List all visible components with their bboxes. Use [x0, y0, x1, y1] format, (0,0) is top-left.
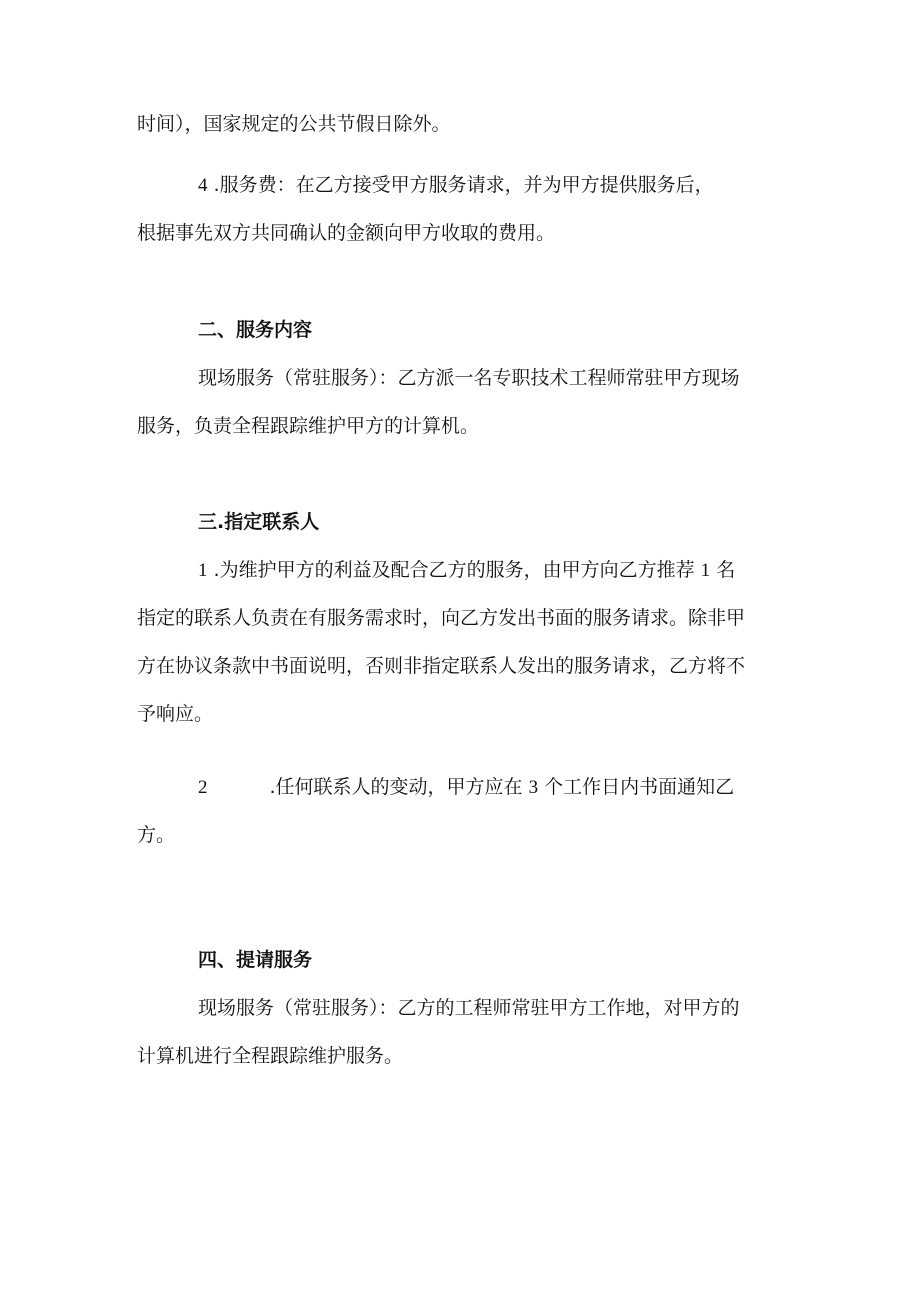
section-4-heading: 四、提请服务 [198, 949, 313, 971]
section-3-item-2-tail: 个工作日内书面通知乙 [544, 776, 735, 798]
section-3-item-2-count: 3 [528, 777, 539, 798]
section-3-item-1-unit: 名 [716, 559, 736, 581]
section-3-item-1-line-1 [198, 557, 858, 584]
section-3-item-2-line-2: 方。 [137, 824, 176, 846]
section-3-item-1-count: 1 [700, 560, 711, 581]
section-3-item-1-line-2: 指定的联系人负责在有服务需求时，向乙方发出书面的服务请求。除非甲 [137, 607, 746, 629]
section-4-line-2: 计算机进行全程跟踪维护服务。 [137, 1045, 404, 1067]
section-3-item-1-line-4: 予响应。 [137, 703, 214, 725]
section-2-line-1: 现场服务（常驻服务）：乙方派一名专职技术工程师常驻甲方现场 [198, 367, 740, 389]
section-2-heading: 二、服务内容 [198, 319, 313, 341]
fee-item-line-2: 根据事先双方共同确认的金额向甲方收取的费用。 [137, 222, 556, 244]
section-3-item-1-number: 1 [198, 560, 208, 581]
section-4-line-1: 现场服务（常驻服务）：乙方的工程师常驻甲方工作地，对甲方的 [198, 997, 740, 1019]
fee-item-line-1 [198, 172, 858, 199]
section-3-item-2-text: .任何联系人的变动，甲方应在 [269, 776, 523, 798]
section-3-heading: 三.指定联系人 [198, 511, 320, 533]
section-3-item-2-number: 2 [198, 777, 208, 798]
intro-tail-line: 时间），国家规定的公共节假日除外。 [137, 113, 451, 135]
section-3-item-2-line-1 [198, 774, 858, 801]
section-3-item-1-line-3: 方在协议条款中书面说明，否则非指定联系人发出的服务请求，乙方将不 [137, 655, 746, 677]
section-3-item-1-text: .为维护甲方的利益及配合乙方的服务，由甲方向乙方推荐 [213, 559, 695, 581]
fee-item-text: .服务费：在乙方接受甲方服务请求，并为甲方提供服务后， [213, 174, 714, 196]
section-2-line-2: 服务，负责全程跟踪维护甲方的计算机。 [137, 415, 480, 437]
fee-item-number: 4 [198, 175, 208, 196]
